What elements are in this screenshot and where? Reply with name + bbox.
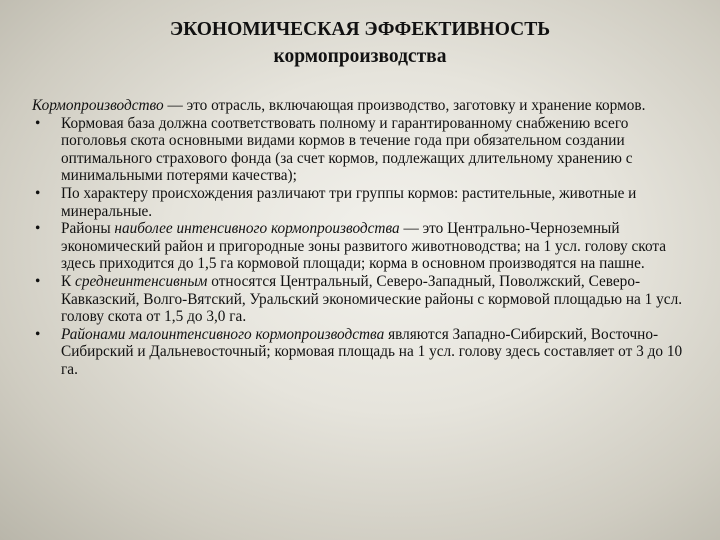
bullet-icon: •	[35, 325, 41, 343]
slide-body	[32, 97, 692, 379]
bullet-item-4	[32, 273, 692, 326]
bullet-icon: •	[35, 184, 41, 202]
title-line-2: кормопроизводства	[273, 46, 447, 67]
bullet-emphasis: Районами малоинтенсивного кормопроизводства	[61, 325, 385, 343]
intro-term: Кормопроизводство	[32, 97, 164, 114]
bullet-text-pre: К	[61, 272, 76, 290]
bullet-text-post: являются Западно-Сибирский, Восточно-Сибирский и Дальневосточный; кормовая площадь на 1 усл. голову здесь составляет от 3 до 10 га.	[61, 325, 683, 378]
bullet-text-pre: Районы	[61, 220, 115, 238]
slide-title	[0, 16, 720, 70]
bullet-text: По характеру происхождения различают три группы кормов: растительные, животные и минеральные.	[61, 184, 637, 220]
bullet-emphasis: среднеинтенсивным	[75, 272, 208, 290]
bullet-icon: •	[35, 114, 41, 132]
intro-paragraph	[32, 97, 692, 115]
bullet-item-5	[32, 326, 692, 379]
bullet-item-1	[32, 115, 692, 185]
bullet-text-post: — это Центрально-Черноземный экономический район и пригородные зоны развитого животноводства; на 1 усл. голову скота здесь приходится до 1,5 га кормовой площади; корма в основном производятся на пашне.	[61, 220, 667, 273]
intro-text: — это отрасль, включающая производство, заготовку и хранение кормов.	[163, 97, 646, 114]
bullet-emphasis: наиболее интенсивного кормопроизводства	[114, 220, 400, 238]
bullet-text-post: относятся Центральный, Северо-Западный, Поволжский, Северо-Кавказский, Волго-Вятский, Уральский экономические районы с кормовой площадью на 1 усл. голову скота от 1,5 до 3,0 га.	[61, 272, 683, 326]
bullet-text: Кормовая база должна соответствовать полному и гарантированному снабжению всего поголовья скота основными видами кормов в течение года при обязательном создании оптимального страхового фонда (за счет кормов, подлежащих длительному хранению с минимальными потерями качества);	[61, 114, 633, 185]
bullet-icon: •	[35, 220, 41, 238]
bullet-item-3	[32, 220, 692, 273]
bullet-icon: •	[35, 272, 41, 290]
bullet-item-2	[32, 185, 692, 220]
title-line-1: ЭКОНОМИЧЕСКАЯ ЭФФЕКТИВНОСТЬ	[169, 19, 551, 40]
